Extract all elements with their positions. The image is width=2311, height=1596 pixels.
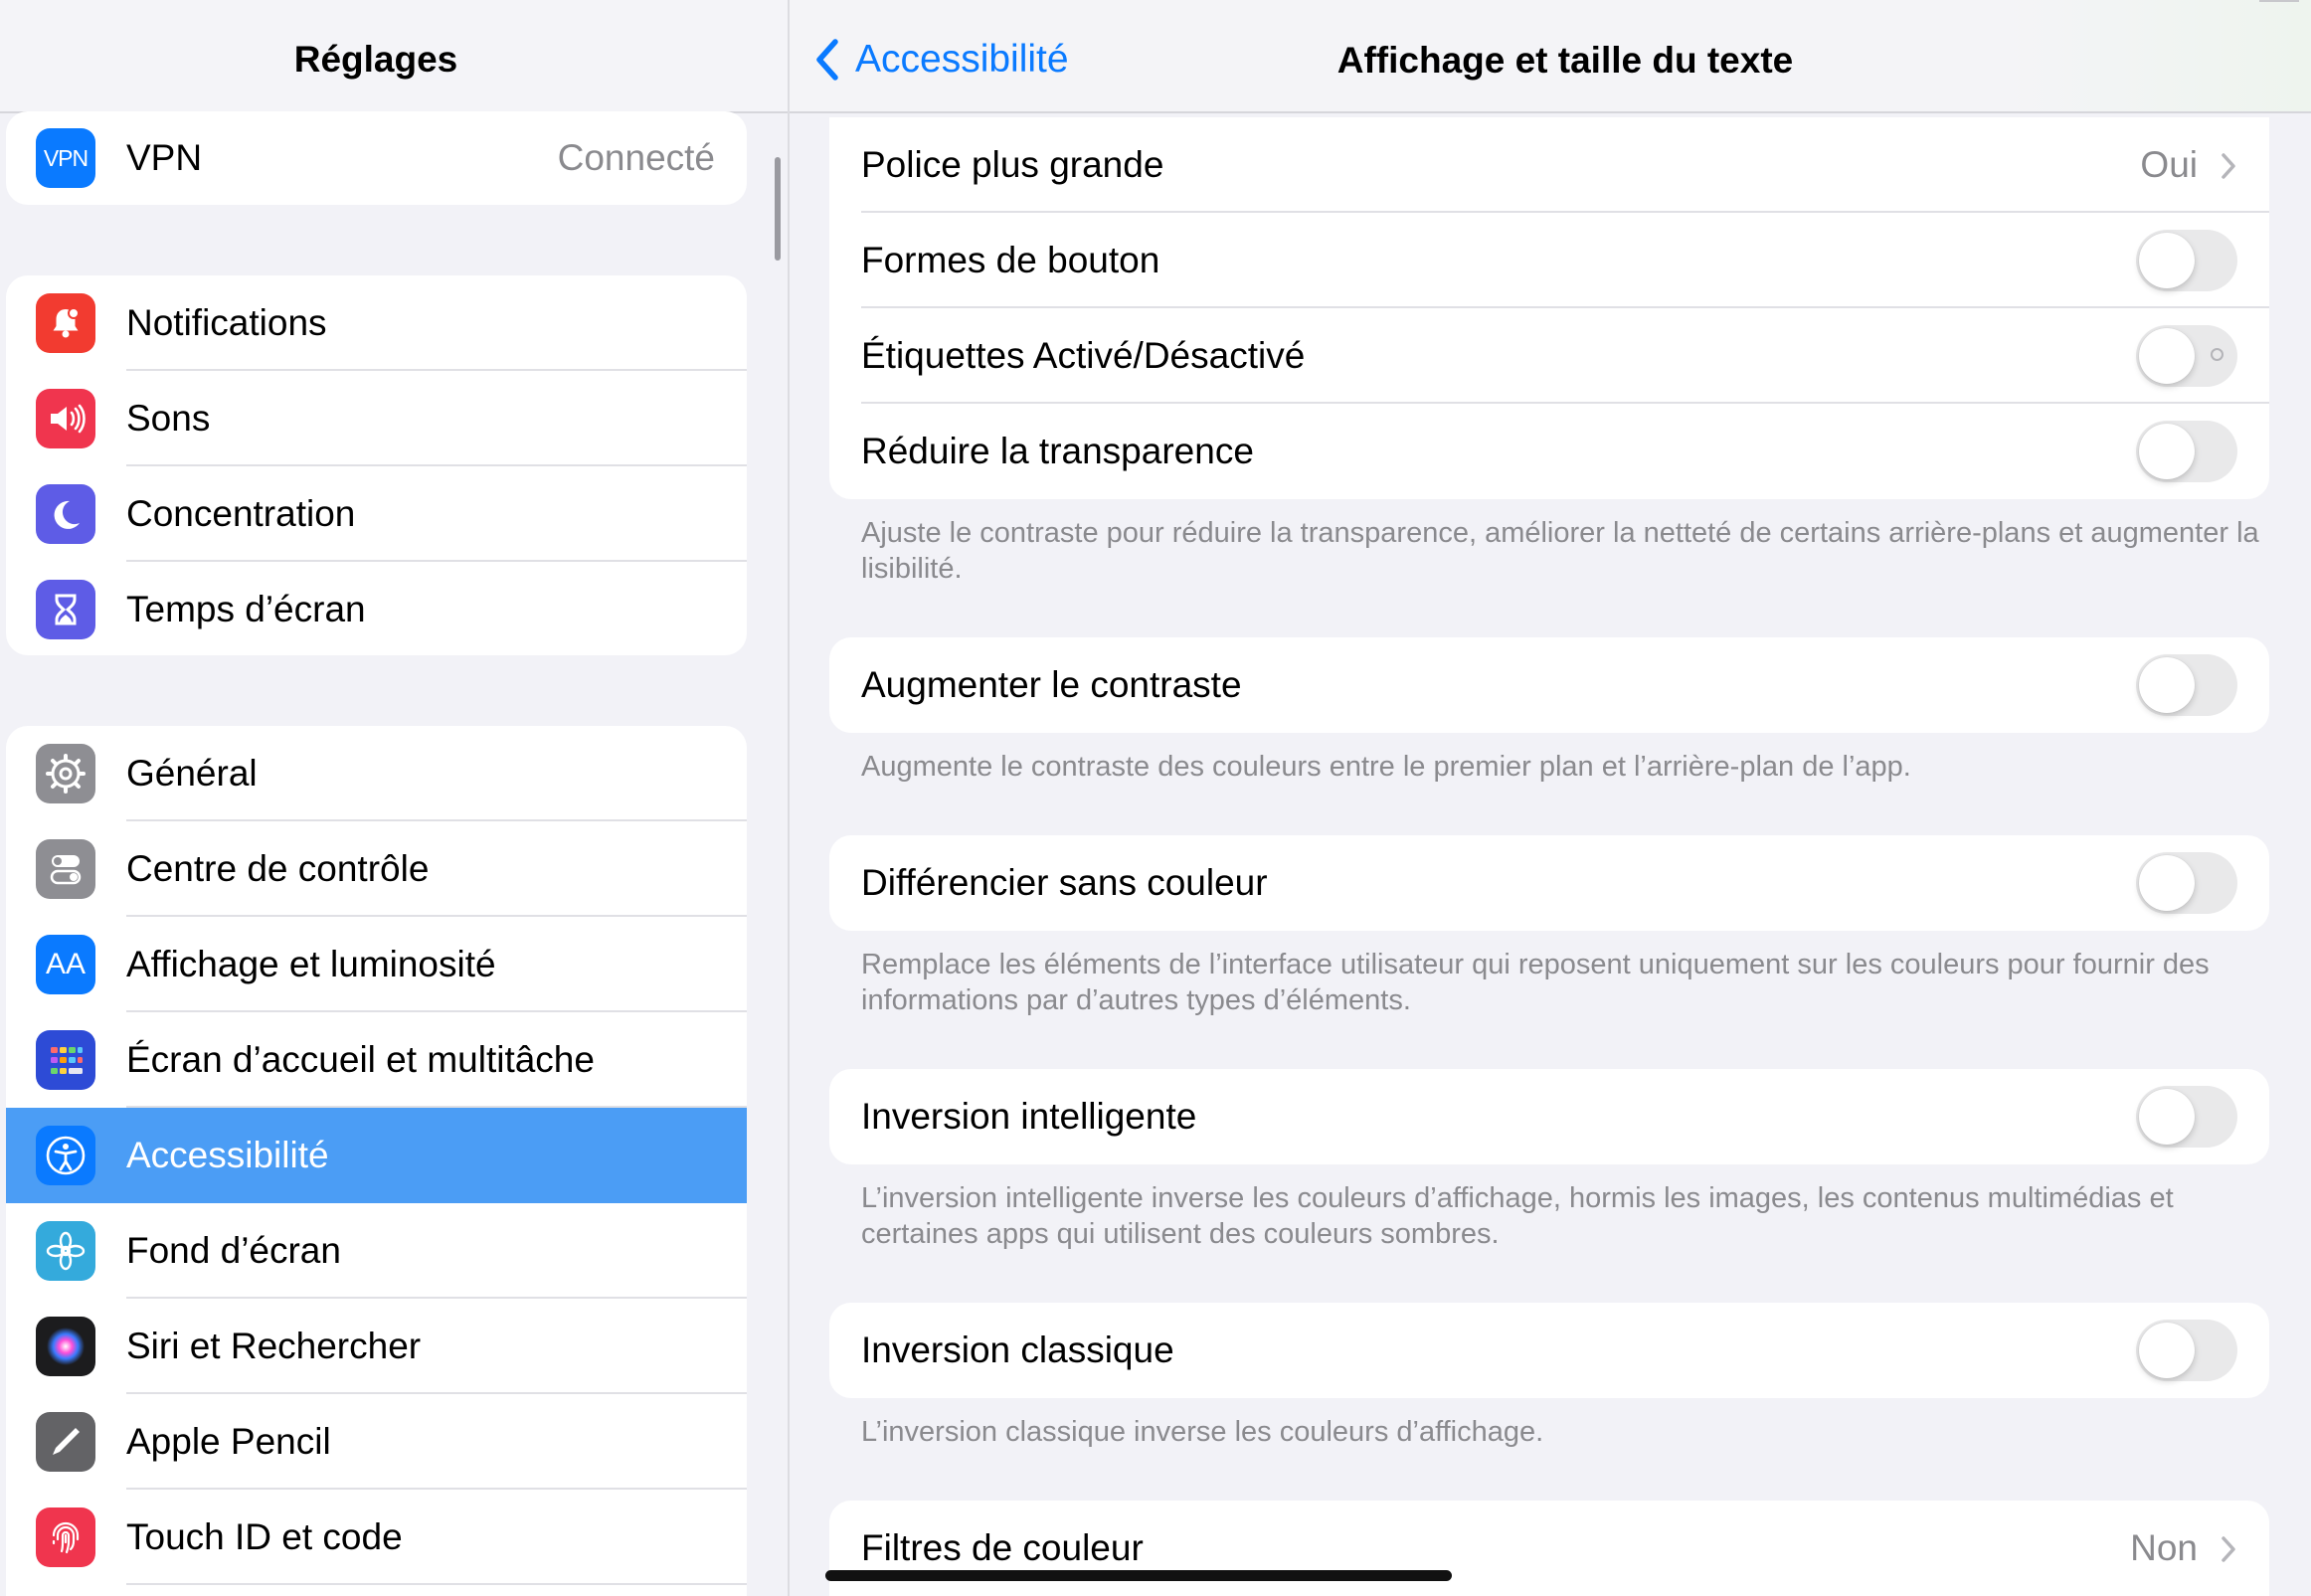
sidebar-title: Réglages xyxy=(293,39,458,80)
sidebar-item-home-screen[interactable] xyxy=(6,1012,747,1108)
moon-icon xyxy=(36,484,95,544)
increase-contrast-group xyxy=(829,637,2269,733)
larger-text-row[interactable] xyxy=(829,117,2269,213)
sidebar-item-label: Concentration xyxy=(126,493,356,534)
row-label: Filtres de couleur xyxy=(861,1527,1144,1568)
on-off-labels-toggle[interactable] xyxy=(2136,325,2237,387)
row-value: Non xyxy=(2130,1527,2198,1568)
chevron-right-icon xyxy=(2218,1534,2239,1564)
sidebar-item-label: Apple Pencil xyxy=(126,1421,331,1462)
sidebar-item-touch-id[interactable] xyxy=(6,1490,747,1585)
classic-invert-group xyxy=(829,1303,2269,1398)
sidebar-group-general xyxy=(6,726,747,1596)
smart-invert-footer: L’inversion intelligente inverse les couleurs d’affichage, hormis les images, les contenus multimédias et certaines apps qui utilisent des couleurs sombres. xyxy=(861,1182,2174,1250)
sidebar-item-label: Notifications xyxy=(126,302,327,343)
sidebar-item-notifications[interactable] xyxy=(6,275,747,371)
separator xyxy=(126,1583,747,1585)
sidebar-group-network xyxy=(6,111,747,205)
classic-invert-row xyxy=(829,1303,2269,1398)
sidebar-item-label: VPN xyxy=(126,137,203,178)
row-label: Formes de bouton xyxy=(861,240,1160,280)
sidebar-item-label: Général xyxy=(126,753,258,794)
sidebar-scrollbar[interactable] xyxy=(775,157,781,261)
accessibility-icon xyxy=(36,1126,95,1185)
reduce-transparency-row xyxy=(829,404,2269,499)
sidebar-item-label: Affichage et luminosité xyxy=(126,944,496,984)
toggle-knob xyxy=(2139,328,2195,384)
color-filters-group xyxy=(829,1501,2269,1596)
sidebar-item-accessibility[interactable] xyxy=(6,1108,747,1203)
differentiate-without-color-group xyxy=(829,835,2269,931)
sidebar-item-label: Touch ID et code xyxy=(126,1516,403,1557)
sidebar-item-control-center[interactable] xyxy=(6,821,747,917)
switches-icon xyxy=(36,839,95,899)
sidebar-item-general[interactable] xyxy=(6,726,747,821)
settings-sidebar xyxy=(0,0,790,1596)
toggle-knob xyxy=(2139,855,2195,911)
divider xyxy=(2259,0,2299,2)
home-indicator[interactable] xyxy=(825,1570,1452,1581)
vpn-icon-text: VPN xyxy=(43,144,89,171)
row-label: Police plus grande xyxy=(861,144,1164,185)
sidebar-item-label: Siri et Rechercher xyxy=(126,1326,422,1366)
navigation-bar xyxy=(790,0,2311,113)
gear-icon xyxy=(36,744,95,803)
row-label: Inversion intelligente xyxy=(861,1096,1197,1137)
back-button[interactable] xyxy=(813,34,1069,86)
on-off-labels-row xyxy=(829,308,2269,404)
increase-contrast-toggle[interactable] xyxy=(2136,654,2237,716)
toggle-knob xyxy=(2139,424,2195,479)
row-label: Inversion classique xyxy=(861,1330,1174,1370)
increase-contrast-row xyxy=(829,637,2269,733)
sidebar-group-notifications xyxy=(6,275,747,655)
toggle-knob xyxy=(2139,657,2195,713)
reduce-transparency-toggle[interactable] xyxy=(2136,421,2237,482)
speaker-icon xyxy=(36,389,95,448)
differentiate-without-color-footer: Remplace les éléments de l’interface utilisateur qui reposent uniquement sur les couleurs pour fournir des informations par d’autres types d’éléments. xyxy=(861,949,2210,1016)
row-label: Différencier sans couleur xyxy=(861,862,1268,903)
pencil-icon xyxy=(36,1412,95,1472)
sidebar-item-label: Sons xyxy=(126,398,211,439)
toggle-knob xyxy=(2139,1323,2195,1378)
sidebar-item-label: Centre de contrôle xyxy=(126,848,430,889)
sidebar-item-label: Fond d’écran xyxy=(126,1230,341,1271)
row-value: Oui xyxy=(2140,144,2198,185)
sidebar-item-screen-time[interactable] xyxy=(6,562,747,655)
sidebar-item-label: Accessibilité xyxy=(126,1135,329,1175)
hourglass-icon xyxy=(36,580,95,639)
bell-icon xyxy=(36,293,95,353)
sidebar-item-label: Écran d’accueil et multitâche xyxy=(126,1039,595,1080)
color-filters-row[interactable] xyxy=(829,1501,2269,1596)
sidebar-item-siri[interactable] xyxy=(6,1299,747,1394)
sidebar-header xyxy=(0,0,788,113)
button-shapes-toggle[interactable] xyxy=(2136,230,2237,291)
smart-invert-group xyxy=(829,1069,2269,1164)
sidebar-item-display-brightness[interactable] xyxy=(6,917,747,1012)
row-label: Augmenter le contraste xyxy=(861,664,1242,705)
home-grid-icon xyxy=(36,1030,95,1090)
reduce-transparency-footer: Ajuste le contraste pour réduire la transparence, améliorer la netteté de certains arrière-plans et augmenter la lisibilité. xyxy=(861,517,2259,585)
sidebar-item-wallpaper[interactable] xyxy=(6,1203,747,1299)
siri-icon xyxy=(36,1317,95,1376)
toggle-knob xyxy=(2139,1089,2195,1145)
text-size-icon xyxy=(36,935,95,994)
text-options-group xyxy=(829,117,2269,499)
vpn-icon xyxy=(36,128,95,188)
flower-icon xyxy=(36,1221,95,1281)
classic-invert-toggle[interactable] xyxy=(2136,1320,2237,1381)
sidebar-item-label: Temps d’écran xyxy=(126,589,366,629)
vpn-status: Connecté xyxy=(557,137,715,178)
increase-contrast-footer: Augmente le contraste des couleurs entre le premier plan et l’arrière-plan de l’app. xyxy=(861,751,1911,783)
smart-invert-row xyxy=(829,1069,2269,1164)
chevron-left-icon xyxy=(813,37,841,83)
fingerprint-icon xyxy=(36,1507,95,1567)
sidebar-item-vpn[interactable] xyxy=(6,111,747,205)
text-size-icon-text: AA xyxy=(45,948,87,980)
sidebar-item-apple-pencil[interactable] xyxy=(6,1394,747,1490)
button-shapes-row xyxy=(829,213,2269,308)
toggle-knob xyxy=(2139,233,2195,288)
sidebar-item-sounds[interactable] xyxy=(6,371,747,466)
chevron-right-icon xyxy=(2218,151,2239,181)
differentiate-without-color-row xyxy=(829,835,2269,931)
detail-pane xyxy=(790,0,2311,1596)
differentiate-without-color-toggle[interactable] xyxy=(2136,852,2237,914)
classic-invert-footer: L’inversion classique inverse les couleurs d’affichage. xyxy=(861,1416,1544,1448)
page-title: Affichage et taille du texte xyxy=(1336,40,1794,81)
smart-invert-toggle[interactable] xyxy=(2136,1086,2237,1148)
back-label: Accessibilité xyxy=(855,38,1069,81)
sidebar-item-focus[interactable] xyxy=(6,466,747,562)
row-label: Réduire la transparence xyxy=(861,431,1254,471)
off-circle-icon xyxy=(2211,348,2223,361)
row-label: Étiquettes Activé/Désactivé xyxy=(861,335,1306,376)
